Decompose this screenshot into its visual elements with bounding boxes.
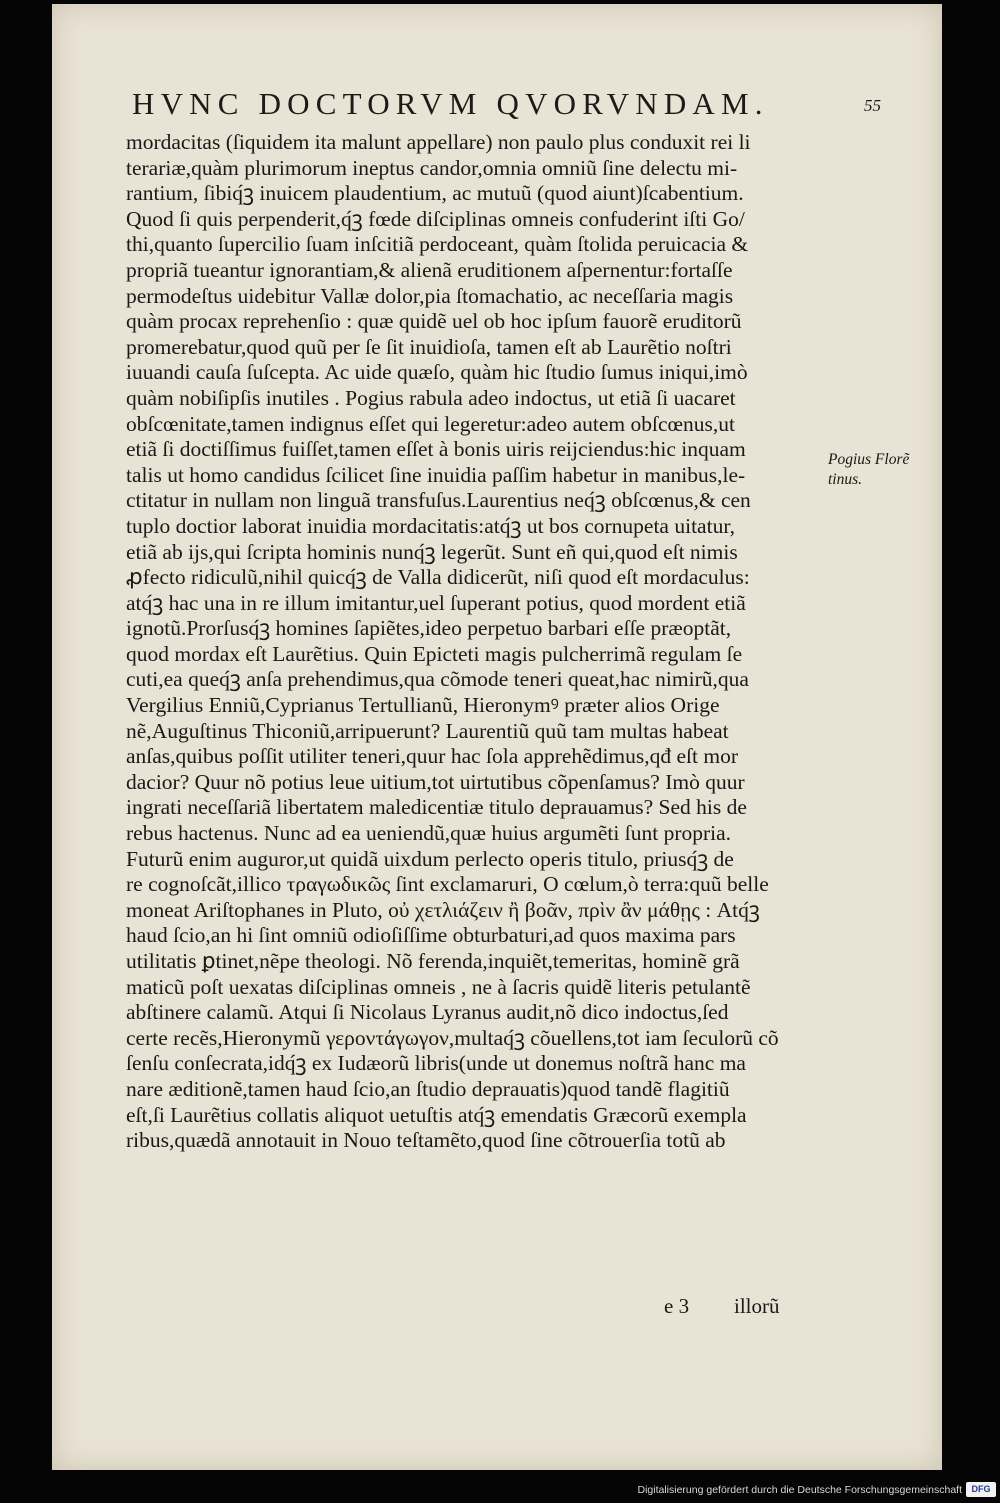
text-line: eſt,ſi Laurẽtius collatis aliquot uetuſtis atq́ꝫ emendatis Græcorũ exempla	[126, 1102, 747, 1127]
text-line: Futurũ enim auguror,ut quidã uixdum perlecto operis titulo, priusq́ꝫ de	[126, 846, 734, 871]
text-line: anſas,quibus poſſit utiliter teneri,quur hac ſola apprehẽdimus,qđ eſt mor	[126, 744, 739, 769]
text-line: ignotũ.Prorſusq́ꝫ homines ſapiẽtes,ideo perpetuo barbari eſſe præoptãt,	[126, 616, 732, 641]
text-line: rebus hactenus. Nunc ad ea ueniendũ,quæ huius argumẽti ſunt propria.	[126, 821, 732, 846]
text-line: etiã ab ijs,qui ſcripta hominis nunq́ꝫ legerũt. Sunt eñ qui,quod eſt nimis	[126, 539, 738, 564]
text-line: Vergilius Enniũ,Cyprianus Tertullianũ, Hieronymꝰ præter alios Orige	[126, 693, 720, 718]
text-line: terariæ,quàm plurimorum ineptus candor,omnia omniũ ſine delectu mi-	[126, 155, 738, 180]
text-line: etiã ſi doctiſſimus fuiſſet,tamen eſſet à bonis uiris reijciendus:hic inquam	[126, 437, 746, 462]
margin-note	[828, 450, 909, 490]
text-line: nẽ,Auguſtinus Thiconiũ,arripuerunt? Laurentiũ quũ tam multas habeat	[126, 718, 729, 743]
text-line: abſtinere calamũ. Atqui ſi Nicolaus Lyranus audit,nõ dico indoctus,ſed	[126, 1000, 729, 1025]
text-line: talis ut homo candidus ſcilicet ſine inuidia paſſim habetur in manibus,le-	[126, 462, 746, 487]
text-line: rantium, ſibiq́ꝫ inuicem plaudentium, ac mutuũ (quod aiunt)ſcabentium.	[126, 181, 744, 206]
catchword: illorũ	[734, 1294, 780, 1318]
text-line: atq́ꝫ hac una in re illum imitantur,uel ſuperant potius, quod mordent etiã	[126, 590, 746, 615]
signature-mark: e 3	[664, 1294, 690, 1318]
digitization-credit: Digitalisierung gefördert durch die Deutsche Forschungsgemeinschaft	[637, 1484, 962, 1496]
text-line: utilitatis ꝑtinet,nẽpe theologi. Nõ ferenda,inquiẽt,temeritas, hominẽ grã	[126, 949, 740, 973]
text-line: certe recẽs,Hieronymũ γεροντάγωγον,multaq́ꝫ cõuellens,tot iam ſeculorũ cõ	[126, 1025, 779, 1050]
text-line: quod mordax eſt Laurẽtius. Quin Epicteti magis pulcherrimã regulam ſe	[126, 641, 743, 666]
text-line: permodeſtus uidebitur Vallæ dolor,pia ſtomachatio, ac neceſſaria magis	[126, 283, 734, 308]
text-line: ꝓfecto ridiculũ,nihil quicq́ꝫ de Valla didicerũt, niſi quod eſt mordaculus:	[126, 565, 750, 590]
text-line: iuuandi cauſa ſuſcepta. Ac uide quæſo, quàm hic ſtudio ſumus iniqui,imò	[126, 360, 748, 385]
text-line: ingrati neceſſariã libertatem maledicentiæ titulo deprauamus? Sed his de	[126, 795, 747, 820]
margin-note-line: Pogius Florẽ	[828, 451, 910, 468]
text-line: ctitatur in nullam non linguã transfuſus.Laurentius neq́ꝫ obſcœnus,& cen	[126, 488, 751, 513]
margin-note-line: tinus.	[828, 471, 863, 488]
text-line: dacior? Quur nõ potius leue uitium,tot uirtutibus cõpenſamus? Imò quur	[126, 769, 745, 794]
text-line: quàm nobiſipſis inutiles . Pogius rabula adeo indoctus, ut etiã ſi uacaret	[126, 385, 736, 410]
text-line: mordacitas (ſiquidem ita malunt appellare) non paulo plus conduxit rei li	[126, 130, 751, 154]
text-line: ribus,quædã annotauit in Nouo teſtamẽto,quod ſine cõtrouerſia totũ ab	[126, 1128, 726, 1153]
text-line: ſenſu conſecrata,idq́ꝫ ex Iudæorũ libris(unde ut donemus noſtrã hanc ma	[126, 1051, 746, 1076]
text-line: maticũ poſt uexatas diſciplinas omneis , ne à ſacris quidẽ literis petulantẽ	[126, 974, 751, 999]
text-line: nare æditionẽ,tamen haud ſcio,an ſtudio deprauatis)quod tandẽ flagitiũ	[126, 1076, 730, 1101]
text-line: quàm procax reprehenſio : quæ quidẽ uel ob hoc ipſum fauorẽ eruditorũ	[126, 309, 742, 334]
text-line: thi,quanto ſupercilio ſuam inſcitiã perdoceant, quàm ſtolida peruicacia &	[126, 232, 749, 257]
text-line: propriã tueantur ignorantiam,& alienã eruditionem aſpernentur:fortaſſe	[126, 257, 733, 282]
dfg-logo-icon: DFG	[966, 1482, 996, 1497]
text-line: haud ſcio,an hi ſint omniũ odioſiſſime obturbaturi,ad quos maxima pars	[126, 923, 736, 948]
folio-number: 55	[864, 96, 881, 115]
text-line: re cognoſcãt,illico τραγωδικῶς ſint exclamaruri, O cœlum,ò terra:quũ belle	[126, 872, 769, 897]
text-line: tuplo doctior laborat inuidia mordacitatis:atq́ꝫ ut bos cornupeta uitatur,	[126, 513, 735, 538]
text-line: obſcœnitate,tamen indignus eſſet qui legeretur:adeo autem obſcœnus,ut	[126, 411, 735, 436]
body-text	[126, 130, 836, 1154]
text-line: cuti,ea queq́ꝫ anſa prehendimus,qua cõmode teneri queat,hac nimirũ,qua	[126, 667, 749, 692]
text-line: Quod ſi quis perpenderit,q́ꝫ fœde diſciplinas omneis confuderint iſti Go/	[126, 206, 745, 231]
text-line: moneat Ariſtophanes in Pluto, οὐ χετλιάζειν ἢ βοᾶν, πρὶν ἂν μάθῃς : Atq́ꝫ	[126, 897, 760, 922]
text-line: promerebatur,quod quũ per ſe ſit inuidioſa, tamen eſt ab Laurẽtio noſtri	[126, 334, 732, 359]
running-head: HVNC DOCTORVM QVORVNDAM.	[132, 86, 769, 121]
book-page	[52, 4, 942, 1470]
